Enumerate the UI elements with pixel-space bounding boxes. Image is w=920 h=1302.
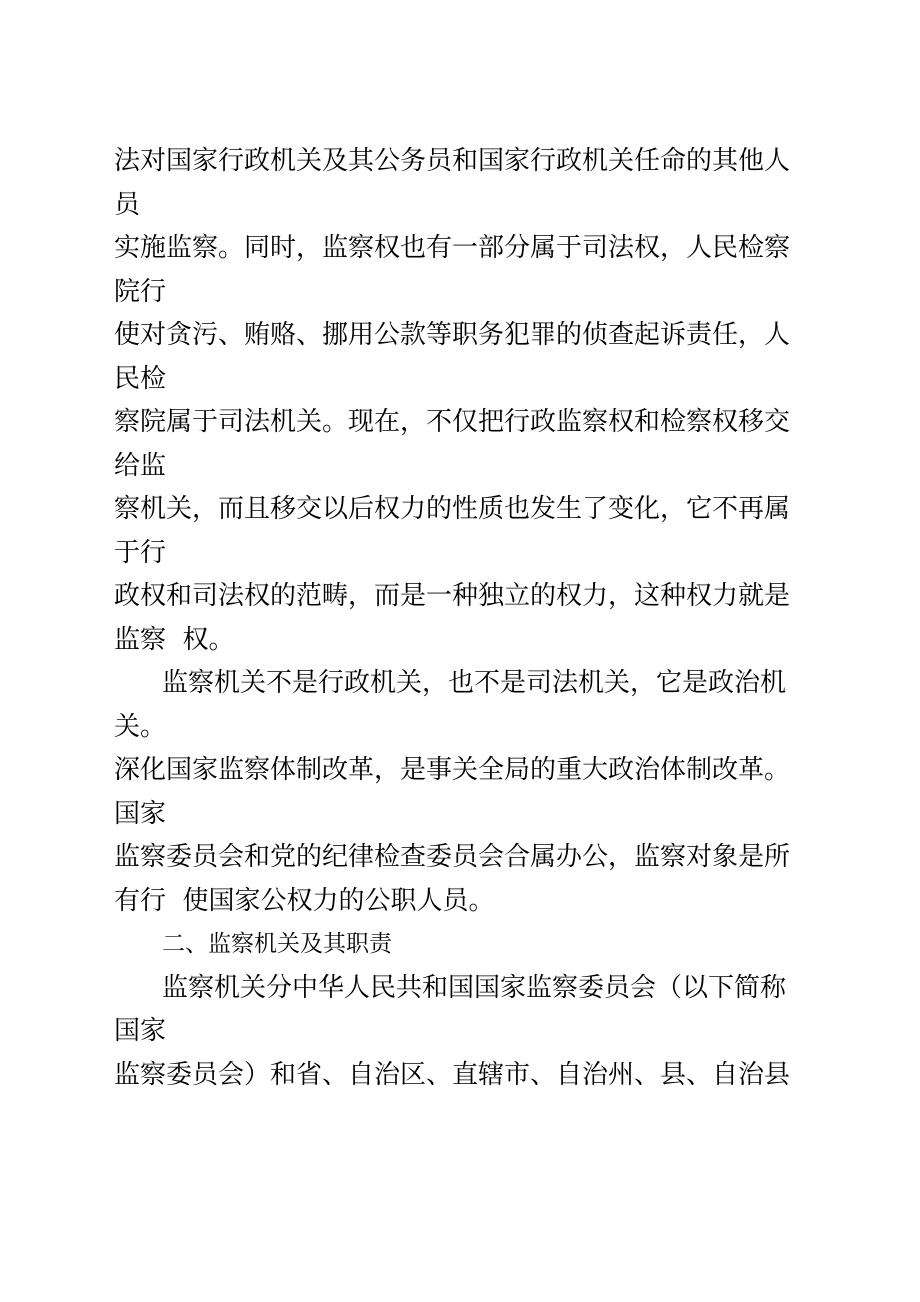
- paragraph-start-line: 监察机关不是行政机关，也不是司法机关，它是政治机: [162, 668, 787, 698]
- text-line: 政权和司法权的范畴，而是一种独立的权力，这种权力就是: [114, 581, 791, 611]
- text-line: 监察委员会和党的纪律检查委员会合属办公，监察对象是所: [114, 842, 791, 872]
- text-line: 使对贪污、贿赂、挪用公款等职务犯罪的侦查起诉责任，人: [114, 320, 791, 350]
- text-line: 院行: [114, 276, 167, 307]
- text-line: 国家: [114, 1016, 167, 1046]
- text-line: 民检: [114, 363, 167, 394]
- text-line: 察机关，而且移交以后权力的性质也发生了变化，它不再属: [114, 494, 791, 524]
- paragraph-start-line: 监察机关分中华人民共和国国家监察委员会（以下简称: [162, 972, 787, 1003]
- text-line: 实施监察。同时，监察权也有一部分属于司法权，人民检察: [114, 233, 791, 263]
- text-line: 关。: [114, 711, 167, 742]
- text-line: 给监: [114, 450, 167, 481]
- text-line: 法对国家行政机关及其公务员和国家行政机关任命的其他人: [114, 146, 791, 176]
- text-line: 国家: [114, 798, 167, 829]
- text-line: 察院属于司法机关。现在，不仅把行政监察权和检察权移交: [114, 407, 791, 437]
- text-line: 监察 权。: [114, 624, 235, 655]
- text-line: 深化国家监察体制改革，是事关全局的重大政治体制改革。: [114, 755, 791, 785]
- section-heading: 二、监察机关及其职责: [162, 931, 392, 957]
- text-line: 有行 使国家公权力的公职人员。: [114, 885, 495, 916]
- document-body: [114, 140, 814, 1097]
- text-line: 于行: [114, 537, 167, 568]
- text-line: 监察委员会）和省、自治区、直辖市、自治州、县、自治县: [114, 1059, 791, 1090]
- text-line: 员: [114, 189, 141, 220]
